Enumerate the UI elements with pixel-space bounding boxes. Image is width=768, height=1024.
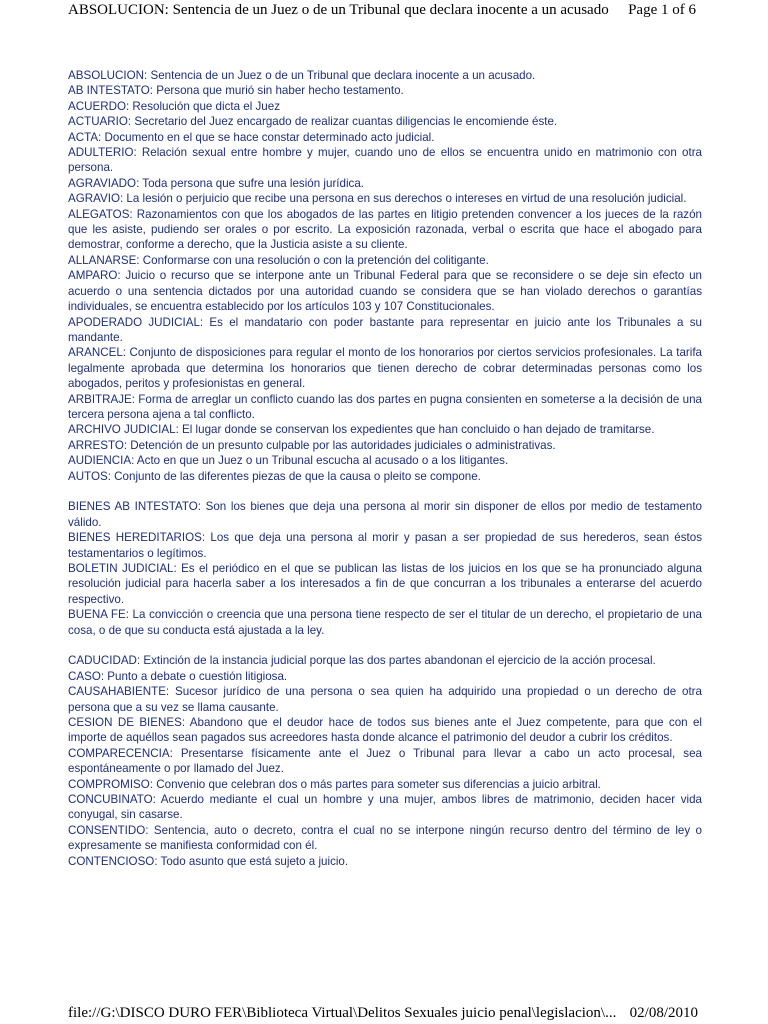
glossary-entry: CONTENCIOSO: Todo asunto que está sujeto a juicio. [68,854,349,868]
glossary-entry: ACUERDO: Resolución que dicta el Juez [68,99,281,113]
glossary-entry: ARCHIVO JUDICIAL: El lugar donde se conservan los expedientes que han concluido o han dejado de tramitarse. [68,423,655,437]
glossary-entry: CAUSAHABIENTE: Sucesor jurídico de una persona o sea quien ha adquirido una propiedad o un derecho de otra persona que a su vez se llama causante. [68,685,702,714]
glossary-entry: ARRESTO: Detención de un presunto culpable por las autoridades judiciales o administrativas. [68,438,556,452]
glossary-entry: APODERADO JUDICIAL: Es el mandatario con poder bastante para representar en juicio ante los Tribunales a su mandante. [68,315,702,344]
glossary-entry: CADUCIDAD: Extinción de la instancia judicial porque las dos partes abandonan el ejercicio de la acción procesal. [68,654,656,668]
glossary-entry: ABSOLUCION: Sentencia de un Juez o de un Tribunal que declara inocente a un acusado. [68,69,536,82]
glossary-entry: BIENES AB INTESTATO: Son los bienes que deja una persona al morir sin disponer de ellos por medio de testamento válido. [68,500,702,529]
glossary-entry: ACTA: Documento en el que se hace constar determinado acto judicial. [68,130,435,144]
glossary-entry: AGRAVIADO: Toda persona que sufre una lesión jurídica. [68,176,365,190]
glossary-section [68,653,702,869]
glossary-entry: AB INTESTATO: Persona que murió sin haber hecho testamento. [68,84,404,98]
glossary-entry: CONSENTIDO: Sentencia, auto o decreto, contra el cual no se interpone ningún recurso dentro del término de ley o expresamente se manifiesta conformidad con él. [68,823,702,853]
print-date: 02/08/2010 [629,1005,698,1021]
glossary-entry: ADULTERIO: Relación sexual entre hombre y mujer, cuando uno de ellos se encuentra unido en matrimonio con otra persona. [68,146,702,175]
glossary-section [68,499,702,638]
glossary-entry: CASO: Punto a debate o cuestión litigiosa. [68,669,288,683]
glossary-entry: COMPARECENCIA: Presentarse físicamente ante el Juez o Tribunal para llevar a cabo un acto procesal, sea espontáneamente o por llamado del Juez. [68,746,702,776]
glossary-entry: ALLANARSE: Conformarse con una resolución o con la pretención del colitigante. [68,253,489,267]
file-path: file://G:\DISCO DURO FER\Biblioteca Virtual\Delitos Sexuales juicio penal\legislacion\... [68,1005,617,1021]
glossary-entry: BOLETIN JUDICIAL: Es el periódico en el que se publican las listas de los juicios en los que se ha pronunciado alguna resolución judicial para hacerla saber a los interesados a fin de que concurran a los tribunales a enterarse del acuerdo respectivo. [68,561,702,606]
header-title: ABSOLUCION: Sentencia de un Juez o de un Tribunal que declara inocente a un acusado [68,2,609,18]
glossary-content [68,68,702,884]
glossary-entry: ACTUARIO: Secretario del Juez encargado de realizar cuantas diligencias le encomiende éste. [68,115,558,129]
glossary-entry: CESION DE BIENES: Abandono que el deudor hace de todos sus bienes ante el Juez competente, para que con el importe de aquéllos sean pagados sus acreedores hasta donde alcance el patrimonio del deudor a cubrir los créditos. [68,716,702,745]
glossary-entry: ARBITRAJE: Forma de arreglar un conflicto cuando las dos partes en pugna consienten en someterse a la decisión de una tercera persona ajena a tal conflicto. [68,392,702,421]
page-number: Page 1 of 6 [628,2,696,18]
glossary-entry: AUTOS: Conjunto de las diferentes piezas de que la causa o pleito se compone. [68,469,481,483]
glossary-entry: ALEGATOS: Razonamientos con que los abogados de las partes en litigio pretenden convencer a los jueces de la razón que les asiste, pudiendo ser orales o por escrito. La exposición razonada, verbal o escrita que hace el abogado para demostrar, conforme a derecho, que la Justicia asiste a su cliente. [68,207,702,252]
glossary-entry: ARANCEL: Conjunto de disposiciones para regular el monto de los honorarios por ciertos servicios profesionales. La tarifa legalmente aprobada que determina los honorarios que tienen derecho de cobrar determinadas personas como los abogados, peritos y profesionistas en general. [68,346,702,391]
glossary-entry: CONCUBINATO: Acuerdo mediante el cual un hombre y una mujer, ambos libres de matrimonio, deciden hacer vida conyugal, sin casarse. [68,793,702,822]
glossary-entry: BIENES HEREDITARIOS: Los que deja una persona al morir y pasan a ser propiedad de sus herederos, sean éstos testamentarios o legítimos. [68,531,702,560]
glossary-entry: AUDIENCIA: Acto en que un Juez o un Tribunal escucha al acusado o a los litigantes. [68,454,509,468]
glossary-entry: BUENA FE: La convicción o creencia que una persona tiene respecto de ser el titular de un derecho, el propietario de una cosa, o de que su conducta está ajustada a la ley. [68,608,702,637]
glossary-entry: AMPARO: Juicio o recurso que se interpone ante un Tribunal Federal para que se reconsidere o se deje sin efecto un acuerdo o una sentencia dictados por una autoridad cuando se considera que se han violado derechos o garantías individuales, se encuentra establecido por los artículos 103 y 107 Constitucionales. [68,269,702,314]
glossary-entry: AGRAVIO: La lesión o perjuicio que recibe una persona en sus derechos o intereses en virtud de una resolución judicial. [68,192,687,206]
glossary-entry: COMPROMISO: Convenio que celebran dos o más partes para someter sus diferencias a juicio arbitral. [68,777,601,791]
page-header [0,0,768,22]
glossary-section [68,68,702,484]
page-footer [0,1003,768,1023]
